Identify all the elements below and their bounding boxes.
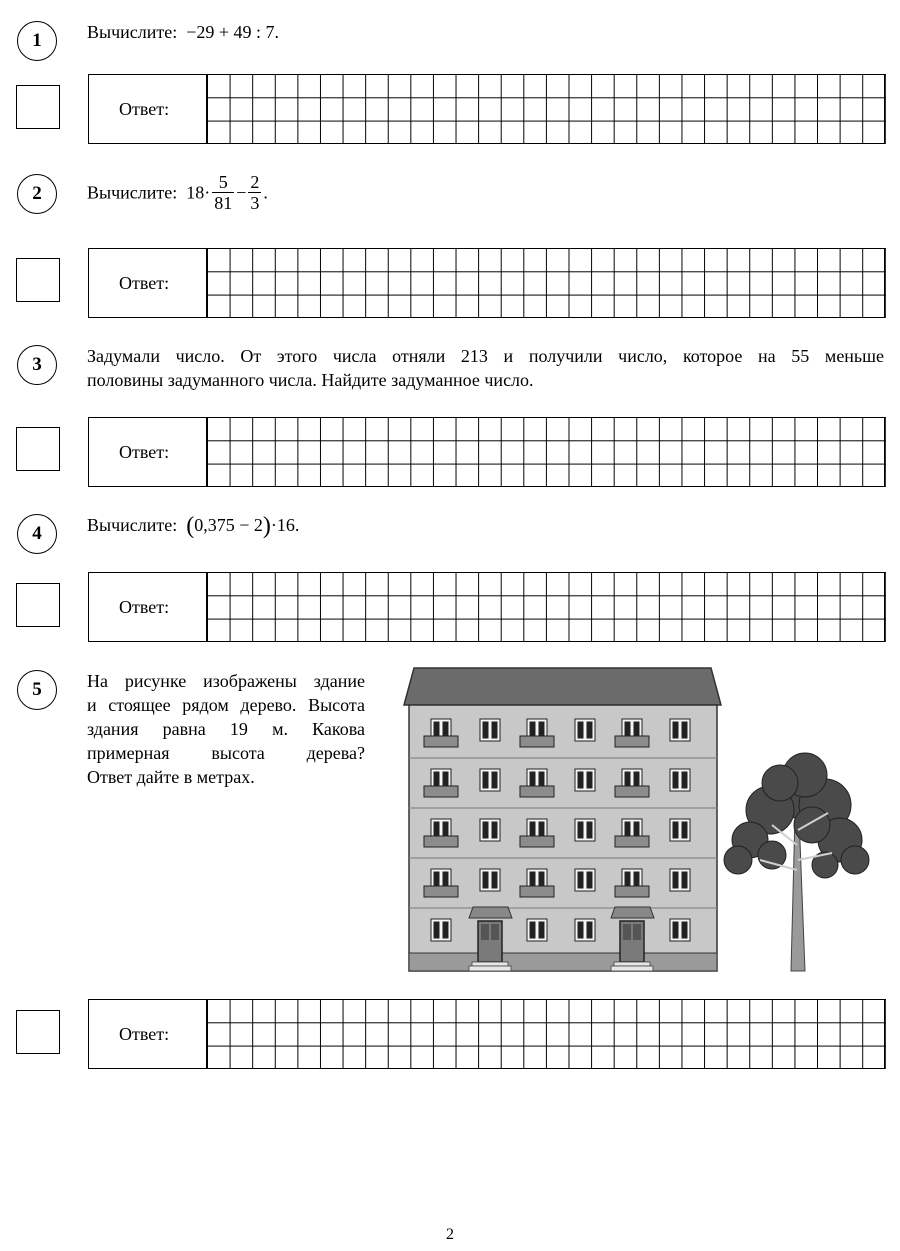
task-5-text: [87, 669, 365, 789]
task-1-answer-label: Ответ:: [119, 99, 170, 119]
window-4-4: [575, 869, 595, 891]
task-2-fraction-1-denominator: 81: [214, 193, 233, 213]
window-4-2: [480, 869, 500, 891]
task-4-answer-grid[interactable]: [206, 572, 886, 642]
task-1-number: 1: [17, 21, 57, 61]
window-1-2: [480, 719, 500, 741]
window-3-2: [480, 819, 500, 841]
window-3-4: [575, 819, 595, 841]
task-2-number: 2: [17, 174, 57, 214]
task-1-answer-box[interactable]: [88, 74, 885, 144]
task-4-text: [87, 513, 299, 538]
task-3-answer-label: Ответ:: [119, 442, 170, 462]
building-illustration: [404, 668, 721, 971]
task-1-prefix: Вычислите:: [87, 22, 178, 42]
task-5-line-1: На рисунке изображены здание: [87, 671, 365, 691]
task-4-inner: 0,375 − 2: [194, 515, 263, 535]
task-2-fraction-1: [212, 172, 234, 213]
task-4-open-paren: (: [186, 513, 195, 539]
task-5-answer-grid[interactable]: [206, 999, 886, 1069]
task-4-number: 4: [17, 514, 57, 554]
window-ground-4: [670, 919, 690, 941]
task-4-answer-box[interactable]: [88, 572, 885, 642]
window-2-2: [480, 769, 500, 791]
task-3-line-2: половины задуманного числа. Найдите задуманное число.: [87, 370, 534, 390]
task-5-line-5: Ответ дайте в метрах.: [87, 767, 255, 787]
task-3-checkbox[interactable]: [16, 427, 60, 471]
task-5-line-3: здания равна 19 м. Какова: [87, 719, 365, 739]
task-2-fraction-2-numerator: 2: [250, 172, 260, 192]
window-2-6: [670, 769, 690, 791]
window-ground-2: [527, 919, 547, 941]
window-ground-1: [431, 919, 451, 941]
task-2-prefix: Вычислите:: [87, 182, 178, 203]
page-number: 2: [446, 1226, 454, 1243]
task-5-checkbox[interactable]: [16, 1010, 60, 1054]
window-1-6: [670, 719, 690, 741]
task-2-whole: 18·: [186, 182, 211, 203]
task-2-end: .: [263, 182, 268, 203]
task-3-answer-box[interactable]: [88, 417, 885, 487]
task-5-number: 5: [17, 670, 57, 710]
task-2-fraction-2: [248, 172, 261, 213]
task-1-checkbox[interactable]: [16, 85, 60, 129]
task-4-tail: ·16.: [270, 515, 300, 535]
task-2-fraction-1-numerator: 5: [212, 172, 234, 193]
task-5-line-2: и стоящее рядом дерево. Высота: [87, 695, 365, 715]
task-2-answer-label: Ответ:: [119, 273, 170, 293]
window-3-6: [670, 819, 690, 841]
task-1-expression: −29 + 49 : 7.: [186, 22, 280, 42]
window-ground-3: [575, 919, 595, 941]
window-2-4: [575, 769, 595, 791]
task-5-answer-box[interactable]: [88, 999, 885, 1069]
task-4-answer-label: Ответ:: [119, 597, 170, 617]
task-1-answer-grid[interactable]: [206, 74, 886, 144]
tree-illustration: [724, 753, 869, 971]
task-2-fraction-2-denominator: 3: [250, 193, 260, 213]
task-2-answer-grid[interactable]: [206, 248, 886, 318]
task-4-close-paren: ): [262, 513, 271, 539]
building-and-tree-illustration: [400, 665, 870, 977]
task-5-answer-label: Ответ:: [119, 1024, 170, 1044]
task-2-minus: −: [236, 182, 247, 203]
task-3-answer-grid[interactable]: [206, 417, 886, 487]
task-4-checkbox[interactable]: [16, 583, 60, 627]
task-3-line-1: Задумали число. От этого числа отняли 213 и получили число, которое на 55 меньше: [87, 346, 884, 366]
window-1-4: [575, 719, 595, 741]
window-4-6: [670, 869, 690, 891]
task-5-line-4: примерная высота дерева?: [87, 743, 365, 763]
task-3-number: 3: [17, 345, 57, 385]
task-2-text: [87, 172, 268, 213]
task-4-prefix: Вычислите:: [87, 515, 178, 535]
task-1-text: [87, 20, 279, 44]
task-3-text: [87, 344, 884, 392]
task-2-answer-box[interactable]: [88, 248, 885, 318]
task-2-checkbox[interactable]: [16, 258, 60, 302]
